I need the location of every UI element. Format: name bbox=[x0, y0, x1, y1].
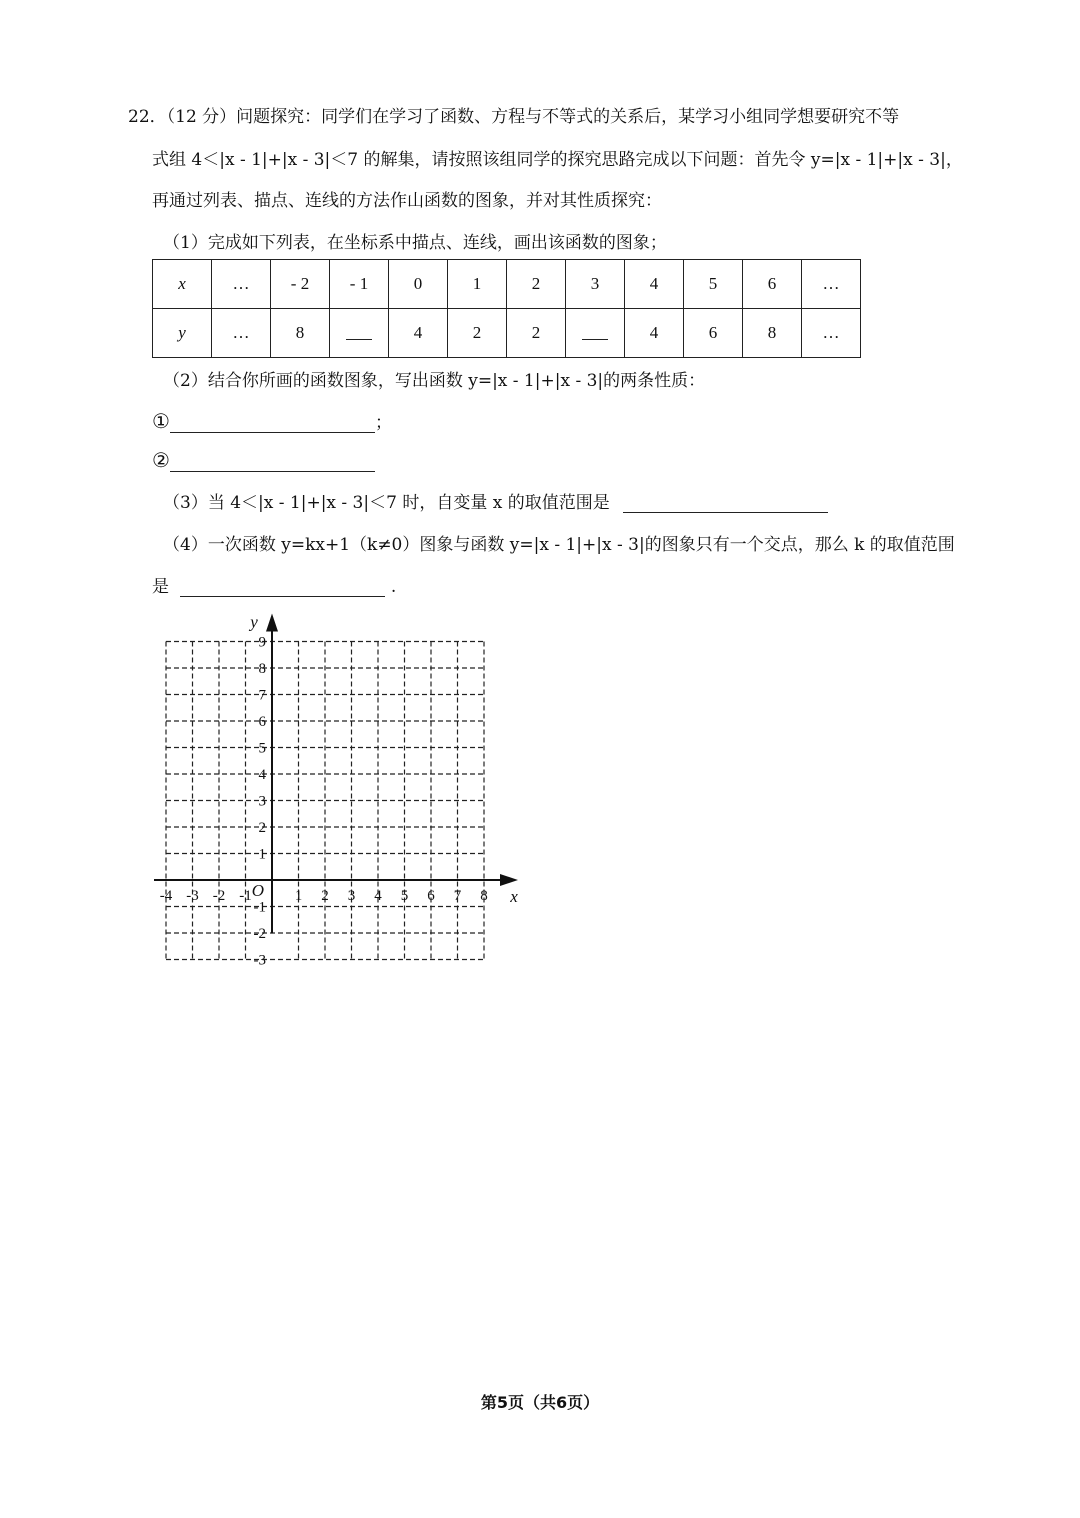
x-tick-label: 3 bbox=[347, 888, 356, 904]
table-cell: 4 bbox=[625, 260, 684, 309]
answer-line-2 bbox=[152, 448, 375, 472]
y-axis-label: y bbox=[250, 612, 258, 632]
table-cell: y bbox=[153, 309, 212, 358]
x-tick-label: 2 bbox=[321, 888, 329, 904]
question-line-3: 再通过列表、描点、连线的方法作山函数的图象，并对其性质探究： bbox=[152, 191, 662, 211]
value-table bbox=[152, 259, 861, 358]
answer-line-1 bbox=[152, 408, 392, 433]
table-cell: 5 bbox=[684, 260, 743, 309]
answer-label-1: ① bbox=[152, 409, 170, 433]
y-tick-label: 8 bbox=[258, 661, 266, 677]
table-cell: … bbox=[802, 309, 861, 358]
coordinate-grid bbox=[150, 600, 530, 995]
part4-suffix: . bbox=[390, 577, 397, 597]
table-cell: - 2 bbox=[271, 260, 330, 309]
y-tick-label: -3 bbox=[253, 952, 266, 969]
table-cell: 6 bbox=[743, 260, 802, 309]
page-footer: 第5页（共6页） bbox=[480, 1393, 600, 1412]
part3-line bbox=[163, 488, 828, 513]
x-tick-label: 7 bbox=[453, 888, 462, 904]
table-cell: 4 bbox=[625, 309, 684, 358]
part1-instruction: （1）完成如下列表，在坐标系中描点、连线，画出该函数的图象； bbox=[163, 233, 667, 253]
x-tick-label: 4 bbox=[374, 888, 382, 904]
table-cell: 8 bbox=[743, 309, 802, 358]
table-cell: … bbox=[802, 260, 861, 309]
part3-blank[interactable] bbox=[623, 492, 828, 513]
table-cell: 4 bbox=[389, 309, 448, 358]
table-cell: - 1 bbox=[330, 260, 389, 309]
x-tick-label: -2 bbox=[212, 888, 226, 904]
table-cell: 2 bbox=[507, 309, 566, 358]
answer-blank-2[interactable] bbox=[170, 451, 375, 472]
x-axis-label: x bbox=[510, 887, 518, 906]
y-tick-label: 2 bbox=[258, 820, 266, 836]
tick-labels bbox=[160, 613, 518, 969]
part4-line-2 bbox=[152, 572, 396, 597]
y-axis-arrow bbox=[266, 614, 278, 632]
question-line-1: 22．（12 分）问题探究：同学们在学习了函数、方程与不等式的关系后，某学习小组同学想要研究不等 bbox=[128, 107, 900, 127]
table-row-x bbox=[153, 260, 861, 309]
x-tick-label: 6 bbox=[427, 888, 435, 904]
part4-blank[interactable] bbox=[180, 576, 385, 597]
y-tick-label: 5 bbox=[258, 740, 266, 757]
table-cell-blank[interactable] bbox=[566, 309, 625, 358]
y-tick-label: -2 bbox=[253, 926, 266, 942]
table-row-y bbox=[153, 309, 861, 358]
table-cell: 2 bbox=[507, 260, 566, 309]
part2-instruction: （2）结合你所画的函数图象，写出函数 y=|x - 1|+|x - 3|的两条性质： bbox=[163, 371, 706, 391]
x-tick-label: -4 bbox=[159, 888, 173, 904]
y-tick-label: 4 bbox=[258, 767, 266, 783]
origin-label: O bbox=[251, 881, 264, 900]
y-tick-label: 6 bbox=[258, 714, 266, 730]
grid-lines bbox=[166, 642, 484, 960]
x-tick-label: 8 bbox=[480, 888, 488, 904]
table-cell: … bbox=[212, 260, 271, 309]
question-line-2: 式组 4＜|x - 1|+|x - 3|＜7 的解集，请按照该组同学的探究思路完成以下问题：首先令 y=|x - 1|+|x - 3|， bbox=[152, 150, 963, 170]
table-cell-blank[interactable] bbox=[330, 309, 389, 358]
y-tick-label: 9 bbox=[258, 634, 266, 651]
part4-line-1: （4）一次函数 y=kx+1（k≠0）图象与函数 y=|x - 1|+|x - 3|的图象只有一个交点，那么 k 的取值范围 bbox=[163, 535, 955, 555]
y-tick-label: 3 bbox=[258, 793, 266, 810]
answer-label-2: ② bbox=[152, 448, 170, 472]
table-cell: 8 bbox=[271, 309, 330, 358]
answer-blank[interactable] bbox=[582, 321, 608, 340]
table-cell: 3 bbox=[566, 260, 625, 309]
part4-prefix: 是 bbox=[152, 577, 169, 597]
x-axis-arrow bbox=[500, 874, 518, 886]
answer-blank-1[interactable] bbox=[170, 412, 375, 433]
part3-text: （3）当 4＜|x - 1|+|x - 3|＜7 时，自变量 x 的取值范围是 bbox=[163, 493, 610, 513]
answer-blank[interactable] bbox=[346, 321, 372, 340]
y-tick-label: -1 bbox=[253, 899, 266, 916]
table-cell: … bbox=[212, 309, 271, 358]
x-tick-label: -3 bbox=[186, 888, 199, 904]
table-cell: 6 bbox=[684, 309, 743, 358]
y-tick-label: 7 bbox=[258, 687, 266, 704]
table-cell: 1 bbox=[448, 260, 507, 309]
table-cell: x bbox=[153, 260, 212, 309]
x-tick-label: 1 bbox=[294, 888, 303, 904]
y-tick-label: 1 bbox=[258, 846, 266, 863]
x-tick-label: 5 bbox=[400, 888, 409, 904]
table-cell: 0 bbox=[389, 260, 448, 309]
answer-separator: ； bbox=[374, 413, 392, 433]
table-cell: 2 bbox=[448, 309, 507, 358]
x-tick-label: -1 bbox=[239, 888, 252, 904]
